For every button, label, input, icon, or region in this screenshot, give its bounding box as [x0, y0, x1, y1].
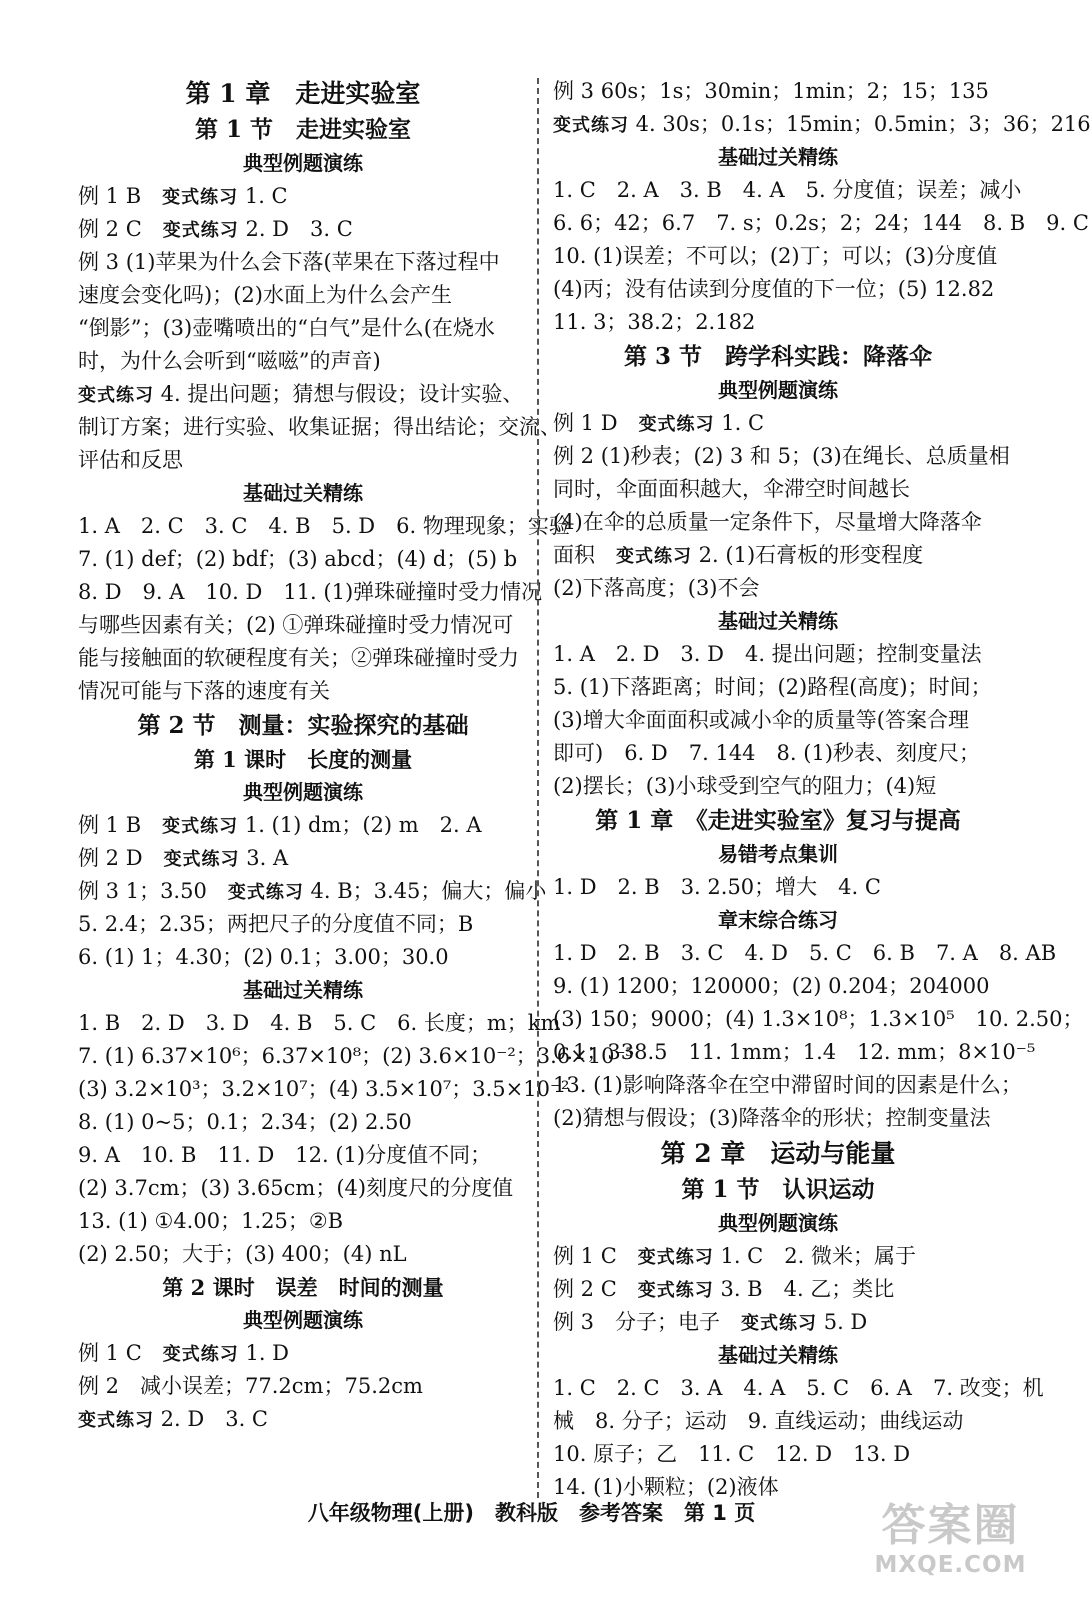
answer-line	[78, 213, 528, 246]
answer-line: 8. (1) 0~5；0.1；2.34；(2) 2.50	[78, 1110, 412, 1134]
answer-text: 3. B 4. 乙；类比	[713, 1277, 895, 1301]
answer-line: (4)在伞的总质量一定条件下，尽量增大降落伞	[553, 510, 982, 534]
answer-line	[553, 407, 1003, 440]
answer-line: (3) 150；9000；(4) 1.3×10⁸；1.3×10⁵ 10. 2.50；	[553, 1007, 1084, 1031]
variant-exercise-label: 变式练习	[162, 187, 239, 208]
variant-exercise-label: 变式练习	[638, 414, 715, 435]
answer-prefix: 例 1 C	[78, 1341, 163, 1365]
answer-line: 评估和反思	[78, 448, 183, 472]
section-heading: 第 2 节 测量：实验探究的基础	[137, 712, 469, 739]
answer-line: 6. 6；42；6.7 7. s；0.2s；2；24；144 8. B 9. C	[553, 211, 1089, 235]
answer-line: 即可) 6. D 7. 144 8. (1)秒表、刻度尺；	[553, 741, 980, 765]
subsection-heading: 易错考点集训	[718, 842, 838, 866]
chapter-heading: 第 1 章 走进实验室	[185, 79, 421, 108]
answer-line: (3)增大伞面面积或减小伞的质量等(答案合理	[553, 708, 969, 732]
subsection-heading: 典型例题演练	[243, 151, 363, 175]
answer-text: 1. (1) dm；(2) m 2. A	[238, 813, 482, 837]
answer-line	[553, 539, 1003, 572]
answer-line: 11. 3；38.2；2.182	[553, 310, 756, 334]
answer-line	[553, 1306, 1003, 1339]
right-column	[553, 75, 1091, 1504]
answer-line: 0.1；338.5 11. 1mm；1.4 12. mm；8×10⁻⁵	[553, 1040, 1036, 1064]
lesson-heading: 第 2 课时 误差 时间的测量	[162, 1275, 444, 1300]
variant-exercise-label: 变式练习	[163, 849, 240, 870]
variant-exercise-label: 变式练习	[553, 115, 629, 136]
answer-prefix: 面积	[553, 543, 616, 567]
answer-line: 与哪些因素有关；(2) ①弹珠碰撞时受力情况可	[78, 613, 514, 637]
answer-text: 5. D	[817, 1310, 868, 1334]
answer-line: 1. B 2. D 3. D 4. B 5. C 6. 长度；m；km	[78, 1011, 561, 1035]
answer-line: 同时，伞面面积越大，伞滞空时间越长	[553, 477, 910, 501]
answer-line: 6. (1) 1；4.30；(2) 0.1；3.00；30.0	[78, 945, 449, 969]
answer-line: 1. D 2. B 3. 2.50；增大 4. C	[553, 875, 881, 899]
answer-line: 13. (1) ①4.00；1.25；②B	[78, 1209, 344, 1233]
subsection-heading: 典型例题演练	[718, 378, 838, 402]
variant-exercise-label: 变式练习	[227, 882, 304, 903]
variant-exercise-label: 变式练习	[78, 385, 154, 406]
answer-line: 14. (1)小颗粒；(2)液体	[553, 1475, 779, 1499]
answer-prefix: 例 1 B	[78, 184, 163, 208]
answer-line	[78, 875, 547, 908]
subsection-heading: 基础过关精练	[718, 145, 838, 169]
answer-line	[78, 1337, 528, 1370]
variant-exercise-label: 变式练习	[741, 1313, 818, 1334]
answer-line: (2) 2.50；大于；(3) 400；(4) nL	[78, 1242, 407, 1266]
answer-line: (2)猜想与假设；(3)降落伞的形状；控制变量法	[553, 1106, 991, 1130]
answer-line: 例 2 减小误差；77.2cm；75.2cm	[78, 1374, 423, 1398]
section-heading: 第 1 节 走进实验室	[194, 116, 412, 143]
variant-exercise-label: 变式练习	[162, 1344, 239, 1365]
answer-line	[78, 842, 528, 875]
answer-line: 1. A 2. D 3. D 4. 提出问题；控制变量法	[553, 642, 982, 666]
answer-line: 例 2 (1)秒表；(2) 3 和 5；(3)在绳长、总质量相	[553, 444, 1010, 468]
answer-line: (3) 3.2×10³；3.2×10⁷；(4) 3.5×10⁷；3.5×10⁻²	[78, 1077, 570, 1101]
answer-line: (2)摆长；(3)小球受到空气的阻力；(4)短	[553, 774, 937, 798]
answer-text: 3. A	[239, 846, 289, 870]
answer-line	[78, 378, 528, 411]
watermark-logo	[858, 1500, 1043, 1586]
lesson-heading: 第 1 课时 长度的测量	[193, 747, 413, 772]
answer-line: 能与接触面的软硬程度有关；②弹珠碰撞时受力	[78, 646, 519, 670]
answer-line: 速度会变化吗)；(2)水面上为什么会产生	[78, 283, 452, 307]
watermark-url: MXQE.COM	[874, 1552, 1027, 1578]
answer-text: 4. 提出问题；猜想与假设；设计实验、	[154, 382, 524, 406]
answer-line: 7. (1) def；(2) bdf；(3) abcd；(4) d；(5) b	[78, 547, 518, 571]
answer-line: 情况可能与下落的速度有关	[78, 679, 330, 703]
answer-line: 例 3 (1)苹果为什么会下落(苹果在下落过程中	[78, 250, 500, 274]
answer-text: 1. D	[238, 1341, 290, 1365]
answer-line: 1. C 2. C 3. A 4. A 5. C 6. A 7. 改变；机	[553, 1376, 1044, 1400]
answer-prefix: 例 3 1；3.50	[78, 879, 228, 903]
variant-exercise-label: 变式练习	[162, 816, 239, 837]
answer-line: 械 8. 分子；运动 9. 直线运动；曲线运动	[553, 1409, 964, 1433]
page-footer: 八年级物理(上册) 教科版 参考答案 第 1 页	[307, 1501, 756, 1525]
section-heading: 第 3 节 跨学科实践：降落伞	[623, 343, 933, 370]
answer-prefix: 例 1 D	[553, 411, 639, 435]
variant-exercise-label: 变式练习	[162, 220, 239, 241]
subsection-heading: 典型例题演练	[718, 1211, 838, 1235]
answer-prefix: 例 1 C	[553, 1244, 638, 1268]
answer-line: (4)丙；没有估读到分度值的下一位；(5) 12.82	[553, 277, 995, 301]
answer-text: 4. 30s；0.1s；15min；0.5min；3；36；216	[629, 112, 1091, 136]
subsection-heading: 基础过关精练	[243, 481, 363, 505]
column-divider	[537, 78, 539, 1498]
subsection-heading: 基础过关精练	[718, 609, 838, 633]
answer-line	[78, 1403, 528, 1436]
answer-text: 2. D 3. C	[154, 1407, 269, 1431]
subsection-heading: 章末综合练习	[718, 908, 838, 932]
subsection-heading: 典型例题演练	[243, 1308, 363, 1332]
variant-exercise-label: 变式练习	[616, 546, 692, 567]
answer-line	[553, 1240, 1003, 1273]
section-heading: 第 1 节 认识运动	[681, 1176, 875, 1203]
answer-prefix: 例 2 D	[78, 846, 164, 870]
answer-line: 1. D 2. B 3. C 4. D 5. C 6. B 7. A 8. AB	[553, 941, 1057, 965]
answer-line: 制订方案；进行实验、收集证据；得出结论；交流、	[78, 415, 561, 439]
section-heading: 第 1 章 《走进实验室》复习与提高	[595, 807, 961, 834]
answer-prefix: 例 2 C	[553, 1277, 638, 1301]
chapter-heading: 第 2 章 运动与能量	[660, 1139, 896, 1168]
answer-line: 7. (1) 6.37×10⁶；6.37×10⁸；(2) 3.6×10⁻²；3.6×10⁻⁵	[78, 1044, 634, 1068]
answer-text: 1. C	[238, 184, 288, 208]
watermark-text: 答案圈	[881, 1500, 1020, 1551]
variant-exercise-label: 变式练习	[637, 1247, 714, 1268]
answer-line: 9. (1) 1200；120000；(2) 0.204；204000	[553, 974, 990, 998]
answer-line: 1. A 2. C 3. C 4. B 5. D 6. 物理现象；实验	[78, 514, 570, 538]
answer-line: (2) 3.7cm；(3) 3.65cm；(4)刻度尺的分度值	[78, 1176, 514, 1200]
subsection-heading: 典型例题演练	[243, 780, 363, 804]
subsection-heading: 基础过关精练	[243, 978, 363, 1002]
answer-text: 2. D 3. C	[238, 217, 353, 241]
answer-line: 9. A 10. B 11. D 12. (1)分度值不同；	[78, 1143, 492, 1167]
answer-line	[78, 180, 528, 213]
answer-text: 1. C	[714, 411, 765, 435]
answer-line	[553, 1273, 1003, 1306]
answer-line: 例 3 60s；1s；30min；1min；2；15；135	[553, 79, 989, 103]
answer-prefix: 例 3 分子；电子	[553, 1310, 742, 1334]
answer-line	[78, 809, 528, 842]
answer-line: 5. (1)下落距离；时间；(2)路程(高度)；时间；	[553, 675, 992, 699]
answer-line: 8. D 9. A 10. D 11. (1)弹珠碰撞时受力情况	[78, 580, 543, 604]
answer-line: 时，为什么会听到“嗞嗞”的声音)	[78, 349, 381, 373]
answer-line: 13. (1)影响降落伞在空中滞留时间的因素是什么；	[553, 1073, 1022, 1097]
answer-line: 10. (1)误差；不可以；(2)丁；可以；(3)分度值	[553, 244, 998, 268]
answer-text: 4. B；3.45；偏大；偏小	[303, 879, 547, 903]
subsection-heading: 基础过关精练	[718, 1343, 838, 1367]
variant-exercise-label: 变式练习	[78, 1410, 154, 1431]
answer-text: 1. C 2. 微米；属于	[713, 1244, 916, 1268]
answer-prefix: 例 2 C	[78, 217, 163, 241]
answer-prefix: 例 1 B	[78, 813, 163, 837]
answer-line: 1. C 2. A 3. B 4. A 5. 分度值；误差；减小	[553, 178, 1022, 202]
answer-line: (2)下落高度；(3)不会	[553, 576, 760, 600]
variant-exercise-label: 变式练习	[637, 1280, 714, 1301]
answer-text: 2. (1)石膏板的形变程度	[692, 543, 924, 567]
answer-line: 10. 原子；乙 11. C 12. D 13. D	[553, 1442, 911, 1466]
answer-line	[553, 108, 1091, 141]
answer-line: “倒影”；(3)壶嘴喷出的“白气”是什么(在烧水	[78, 316, 495, 340]
answer-line: 5. 2.4；2.35；两把尺子的分度值不同；B	[78, 912, 474, 936]
